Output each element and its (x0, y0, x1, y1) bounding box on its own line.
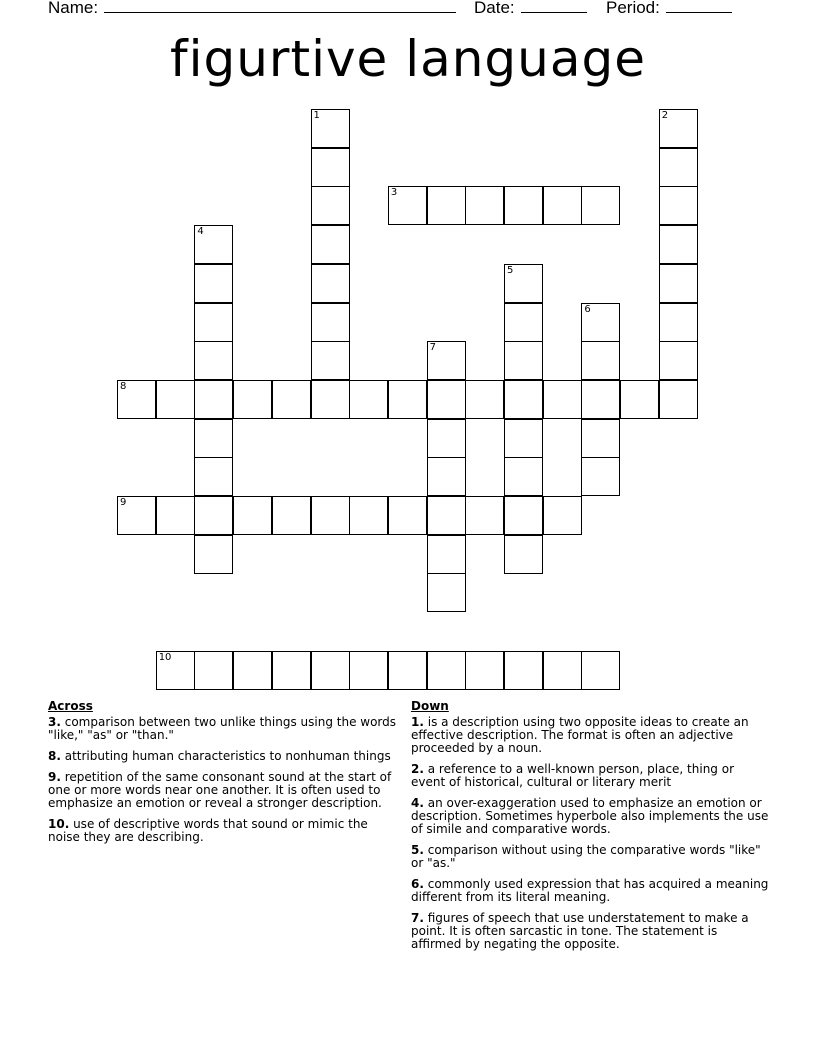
clue-text: repetition of the same consonant sound at the start of one or more words near one another. It is often used to emphasize an emotion or reveal a stronger description. (48, 770, 392, 810)
crossword-cell[interactable] (659, 264, 698, 303)
clue-number: 2 (661, 110, 669, 121)
crossword-cell[interactable] (581, 651, 620, 690)
crossword-cell[interactable] (194, 419, 233, 458)
crossword-cell[interactable] (504, 264, 543, 303)
crossword-cell[interactable] (272, 380, 311, 419)
crossword-cell[interactable] (659, 341, 698, 380)
crossword-cell[interactable] (659, 148, 698, 187)
crossword-cell[interactable] (659, 303, 698, 342)
crossword-cell[interactable] (194, 341, 233, 380)
crossword-cell[interactable] (349, 496, 388, 535)
clue-number-label: 3. (48, 715, 61, 729)
crossword-cell[interactable] (504, 419, 543, 458)
crossword-cell[interactable] (194, 380, 233, 419)
crossword-cell[interactable] (543, 380, 582, 419)
clue-number: 4 (197, 226, 204, 238)
crossword-cell[interactable] (349, 380, 388, 419)
crossword-cell[interactable] (659, 225, 698, 264)
crossword-cell[interactable] (427, 651, 466, 690)
crossword-cell[interactable] (233, 496, 272, 535)
down-clues (411, 700, 771, 959)
crossword-cell[interactable] (543, 496, 582, 535)
crossword-cell[interactable] (504, 535, 543, 574)
crossword-cell[interactable] (194, 535, 233, 574)
clue-number-label: 1. (411, 715, 424, 729)
crossword-cell[interactable] (233, 380, 272, 419)
crossword-cell[interactable] (311, 380, 350, 419)
crossword-cell[interactable] (311, 109, 350, 148)
clue-number-label: 7. (411, 911, 424, 925)
crossword-cell[interactable] (581, 419, 620, 458)
crossword-cell[interactable] (194, 264, 233, 303)
down-clue (411, 878, 771, 904)
crossword-cell[interactable] (581, 457, 620, 496)
crossword-cell[interactable] (427, 457, 466, 496)
crossword-cell[interactable] (311, 186, 350, 225)
clue-text: use of descriptive words that sound or mimic the noise they are describing. (48, 817, 368, 844)
across-clue (48, 750, 398, 763)
clue-text: an over-exaggeration used to emphasize an emotion or description. Sometimes hyperbole also implements the use of simile and comparative words. (411, 796, 769, 836)
clue-text: comparison between two unlike things using the words "like," "as" or "than." (48, 715, 397, 742)
clue-number: 7 (429, 342, 436, 354)
clue-number: 8 (120, 380, 127, 392)
crossword-cell[interactable] (581, 186, 620, 225)
crossword-cell[interactable] (272, 496, 311, 535)
crossword-cell[interactable] (504, 651, 543, 690)
clue-number-label: 6. (411, 877, 424, 891)
crossword-cell[interactable] (194, 225, 233, 264)
crossword-cell[interactable] (581, 303, 620, 342)
page-title: figurtive language (169, 30, 646, 88)
crossword-cell[interactable] (311, 148, 350, 187)
crossword-cell[interactable] (543, 651, 582, 690)
crossword-cell[interactable] (465, 651, 504, 690)
down-clue (411, 797, 771, 836)
crossword-cell[interactable] (504, 457, 543, 496)
clue-number: 3 (390, 187, 398, 199)
clue-number: 6 (584, 303, 591, 315)
crossword-cell[interactable] (465, 380, 504, 419)
down-clue (411, 716, 771, 755)
clue-number-label: 4. (411, 796, 424, 810)
period-label: Period: (606, 0, 660, 17)
clue-text: attributing human characteristics to nonhuman things (60, 749, 391, 763)
clue-text: a reference to a well-known person, place, thing or event of historical, cultural or literary merit (411, 762, 735, 789)
date-label: Date: (474, 0, 515, 17)
crossword-cell[interactable] (388, 380, 427, 419)
crossword-cell[interactable] (581, 341, 620, 380)
crossword-cell[interactable] (156, 380, 195, 419)
crossword-cell[interactable] (427, 380, 466, 419)
crossword-cell[interactable] (311, 341, 350, 380)
crossword-cell[interactable] (311, 225, 350, 264)
clue-number: 9 (120, 497, 127, 508)
crossword-cell[interactable] (349, 651, 388, 690)
crossword-cell[interactable] (427, 535, 466, 574)
clue-text: is a description using two opposite ideas to create an effective description. The format is often an adjective proceeded by a noun. (411, 715, 749, 755)
crossword-cell[interactable] (311, 264, 350, 303)
across-clue (48, 818, 398, 844)
crossword-cell[interactable] (504, 303, 543, 342)
crossword-cell[interactable] (465, 496, 504, 535)
clue-number: 5 (507, 264, 514, 276)
crossword-cell[interactable] (504, 341, 543, 380)
clue-number-label: 2. (411, 762, 424, 776)
down-clue (411, 912, 771, 951)
crossword-cell[interactable] (504, 186, 543, 225)
across-clue (48, 716, 398, 742)
across-heading: Across (48, 699, 93, 713)
across-clue-list (48, 716, 398, 844)
down-heading: Down (411, 699, 449, 713)
crossword-cell[interactable] (659, 109, 698, 148)
clue-number-label: 10. (48, 817, 70, 831)
crossword-cell[interactable] (659, 380, 698, 419)
crossword-cell[interactable] (156, 651, 195, 690)
crossword-cell[interactable] (388, 496, 427, 535)
down-clue (411, 844, 771, 870)
clue-number-label: 9. (48, 770, 61, 784)
clue-number: 1 (313, 110, 320, 121)
clue-number-label: 8. (48, 749, 61, 763)
crossword-cell[interactable] (311, 496, 350, 535)
crossword-cell[interactable] (117, 496, 156, 535)
down-clue-list (411, 716, 771, 951)
crossword-cell[interactable] (465, 186, 504, 225)
crossword-cell[interactable] (427, 341, 466, 380)
clue-text: commonly used expression that has acquired a meaning different from its literal meaning. (411, 877, 769, 904)
crossword-cell[interactable] (427, 419, 466, 458)
crossword-cell[interactable] (659, 186, 698, 225)
crossword-cell[interactable] (194, 303, 233, 342)
across-clue (48, 771, 398, 810)
crossword-cell[interactable] (388, 651, 427, 690)
crossword-cell[interactable] (388, 186, 427, 225)
crossword-cell[interactable] (504, 380, 543, 419)
crossword-cell[interactable] (427, 496, 466, 535)
crossword-cell[interactable] (194, 457, 233, 496)
clue-number: 10 (158, 651, 172, 663)
crossword-cell[interactable] (194, 651, 233, 690)
crossword-cell[interactable] (620, 380, 659, 419)
crossword-cell[interactable] (194, 496, 233, 535)
crossword-cell[interactable] (311, 303, 350, 342)
clue-text: figures of speech that use understatement to make a point. It is often sarcastic in tone. The statement is affirmed by negating the opposite. (411, 911, 749, 951)
crossword-cell[interactable] (272, 651, 311, 690)
crossword-cell[interactable] (581, 380, 620, 419)
crossword-cell[interactable] (427, 186, 466, 225)
crossword-cell[interactable] (504, 496, 543, 535)
crossword-cell[interactable] (543, 186, 582, 225)
crossword-cell[interactable] (117, 380, 156, 419)
clue-text: comparison without using the comparative words "like" or "as." (411, 843, 761, 870)
crossword-cell[interactable] (427, 573, 466, 612)
crossword-cell[interactable] (233, 651, 272, 690)
crossword-cell[interactable] (156, 496, 195, 535)
across-clues (48, 700, 398, 852)
name-label: Name: (48, 0, 99, 17)
clue-number-label: 5. (411, 843, 424, 857)
down-clue (411, 763, 771, 789)
crossword-cell[interactable] (311, 651, 350, 690)
